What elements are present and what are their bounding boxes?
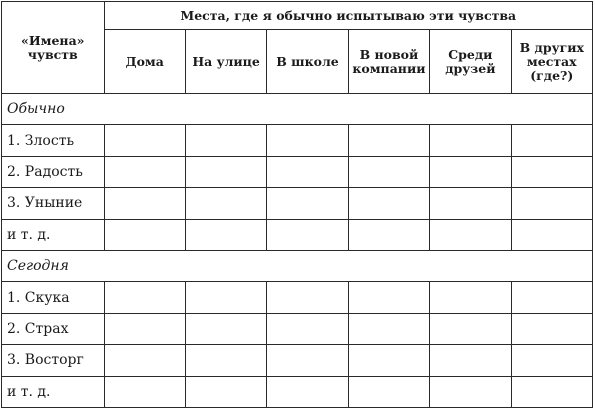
table-cell bbox=[104, 345, 185, 376]
table-cell bbox=[267, 156, 348, 187]
section-title-today: Сегодня bbox=[2, 250, 593, 281]
table-cell bbox=[430, 125, 511, 156]
table-row bbox=[2, 125, 593, 156]
table-cell bbox=[185, 188, 266, 219]
feeling-name: 2. Радость bbox=[2, 156, 105, 187]
table-cell bbox=[267, 188, 348, 219]
table-cell bbox=[185, 125, 266, 156]
feeling-name: 2. Страх bbox=[2, 313, 105, 344]
table-row bbox=[2, 345, 593, 376]
table-cell bbox=[348, 313, 429, 344]
feeling-name: и т. д. bbox=[2, 219, 105, 250]
table-cell bbox=[267, 313, 348, 344]
table-cell bbox=[185, 376, 266, 407]
table-cell bbox=[430, 188, 511, 219]
table-cell bbox=[104, 125, 185, 156]
table-cell bbox=[511, 219, 592, 250]
table-row bbox=[2, 219, 593, 250]
table-cell bbox=[267, 376, 348, 407]
table-cell bbox=[348, 125, 429, 156]
table-cell bbox=[104, 376, 185, 407]
table-cell bbox=[185, 156, 266, 187]
feeling-name: 1. Скука bbox=[2, 282, 105, 313]
table-cell bbox=[267, 219, 348, 250]
table-cell bbox=[430, 376, 511, 407]
table-cell bbox=[511, 313, 592, 344]
table-cell bbox=[348, 376, 429, 407]
table-row bbox=[2, 188, 593, 219]
table-cell bbox=[511, 156, 592, 187]
table-cell bbox=[267, 345, 348, 376]
table-cell bbox=[104, 156, 185, 187]
table-cell bbox=[348, 282, 429, 313]
table-cell bbox=[430, 282, 511, 313]
section-title-usually: Обычно bbox=[2, 94, 593, 125]
table-row bbox=[2, 156, 593, 187]
table-cell bbox=[511, 376, 592, 407]
table-cell bbox=[511, 188, 592, 219]
table-row bbox=[2, 313, 593, 344]
table-cell bbox=[104, 188, 185, 219]
table-cell bbox=[348, 345, 429, 376]
place-header-new-company: В новой компании bbox=[348, 30, 429, 94]
table-cell bbox=[430, 345, 511, 376]
table-cell bbox=[267, 282, 348, 313]
table-cell bbox=[267, 125, 348, 156]
feeling-name: 1. Злость bbox=[2, 125, 105, 156]
feeling-name: 3. Уныние bbox=[2, 188, 105, 219]
place-header-friends: Среди друзей bbox=[430, 30, 511, 94]
places-title-header: Места, где я обычно испытываю эти чувства bbox=[104, 2, 593, 30]
place-header-school: В школе bbox=[267, 30, 348, 94]
table-cell bbox=[430, 313, 511, 344]
place-header-street: На улице bbox=[185, 30, 266, 94]
table-cell bbox=[104, 313, 185, 344]
feeling-name: 3. Восторг bbox=[2, 345, 105, 376]
place-header-home: Дома bbox=[104, 30, 185, 94]
place-header-other: В других местах (где?) bbox=[511, 30, 592, 94]
table-cell bbox=[348, 188, 429, 219]
table-cell bbox=[511, 345, 592, 376]
table-cell bbox=[511, 125, 592, 156]
table-cell bbox=[348, 219, 429, 250]
table-cell bbox=[348, 156, 429, 187]
feelings-table bbox=[1, 1, 593, 408]
table-row bbox=[2, 376, 593, 407]
table-cell bbox=[430, 219, 511, 250]
table-cell bbox=[104, 219, 185, 250]
table-cell bbox=[185, 345, 266, 376]
table-row bbox=[2, 282, 593, 313]
table-cell bbox=[185, 313, 266, 344]
table-cell bbox=[185, 219, 266, 250]
table-cell bbox=[185, 282, 266, 313]
table-cell bbox=[104, 282, 185, 313]
table-cell bbox=[511, 282, 592, 313]
feelings-names-header: «Имена» чувств bbox=[2, 2, 105, 94]
table-cell bbox=[430, 156, 511, 187]
feeling-name: и т. д. bbox=[2, 376, 105, 407]
